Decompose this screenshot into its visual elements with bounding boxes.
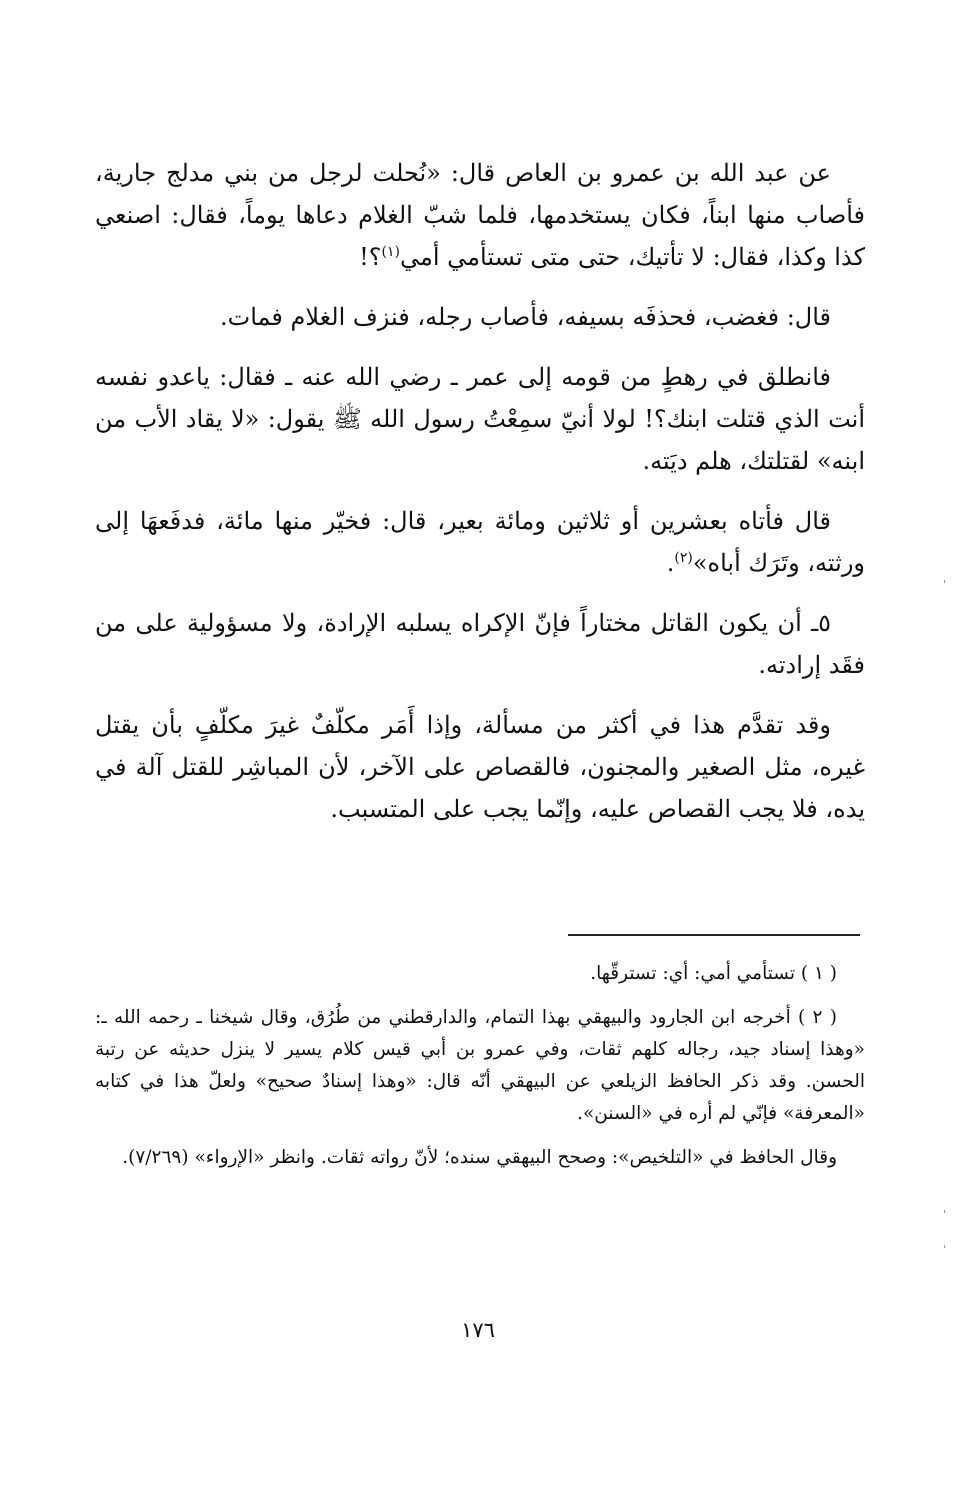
paragraph-5: ٥ـ أن يكون القاتل مختاراً فإنّ الإكراه يسلبه الإرادة، ولا مسؤولية على من فقَد إرادته. [95, 609, 865, 679]
footnote-ref-2: (٢) [674, 550, 693, 566]
paragraph-4 [95, 500, 865, 584]
paragraph-1-tail: ؟! [359, 243, 382, 271]
footnote-ref-1: (١) [381, 244, 400, 260]
footnotes [95, 958, 865, 1186]
footnote-separator [568, 934, 860, 936]
main-text [95, 152, 865, 848]
scan-mark [944, 580, 945, 583]
paragraph-6: وقد تقدَّم هذا في أكثر من مسألة، وإذا أَمَر مكلّفٌ غيرَ مكلّفٍ بأن يقتل غيره، مثل الصغير والمجنون، فالقصاص على الآخر، لأن المباشِر للقتل آلة في يده، فلا يجب القصاص عليه، وإنّما يجب على المتسبب. [95, 711, 865, 823]
footnote-2: ( ٢ ) أخرجه ابن الجارود والبيهقي بهذا التمام، والدارقطني من طُرُق، وقال شيخنا ـ رحمه الله ـ: «وهذا إسناد جيد، رجاله كلهم ثقات، وفي عمرو بن أبي قيس كلام يسير لا ينزل حديثه عن رتبة الحسن. وقد ذكر الحافظ الزيلعي عن البيهقي أنّه قال: «وهذا إسنادٌ صحيح» ولعلّ هذا في كتابه «المعرفة» فإنّي لم أره في «السنن». [95, 1007, 865, 1124]
paragraph-4-text: قال فأتاه بعشرين أو ثلاثين ومائة بعير، قال: فخيّر منها مائة، فدفَعهَا إلى ورثته، وتَرَك أباه» [95, 507, 865, 577]
footnote-2-continued: وقال الحافظ في «التلخيص»: وصحح البيهقي سنده؛ لأنّ رواته ثقات. وانظر «الإرواء» (٧/٢٦٩). [122, 1147, 837, 1168]
paragraph-1 [95, 152, 865, 278]
paragraph-1-text: عن عبد الله بن عمرو بن العاص قال: «نُحلت لرجل من بني مدلج جارية، فأصاب منها ابناً، فكان يستخدمها، فلما شبّ الغلام دعاها يوماً، فقال: اصنعي كذا وكذا، فقال: لا تأتيك، حتى متى تستأمي أمي [95, 159, 865, 271]
footnote-1: ( ١ ) تستأمي أمي: أي: تسترقّها. [590, 963, 837, 984]
paragraph-2: قال: فغضب، فحذفَه بسيفه، فأصاب رجله، فنزف الغلام فمات. [219, 303, 831, 331]
paragraph-3: فانطلق في رهطٍ من قومه إلى عمر ـ رضي الله عنه ـ فقال: ياعدو نفسه أنت الذي قتلت ابنك؟! لولا أنيّ سمِعْتُ رسول الله ﷺ يقول: «لا يقاد الأب من ابنه» لقتلتك، هلم ديَته. [95, 363, 865, 475]
paragraph-4-tail: . [666, 549, 675, 577]
scan-mark [944, 1210, 945, 1213]
scan-mark [944, 1245, 945, 1248]
page-number: ١٧٦ [461, 1318, 495, 1342]
